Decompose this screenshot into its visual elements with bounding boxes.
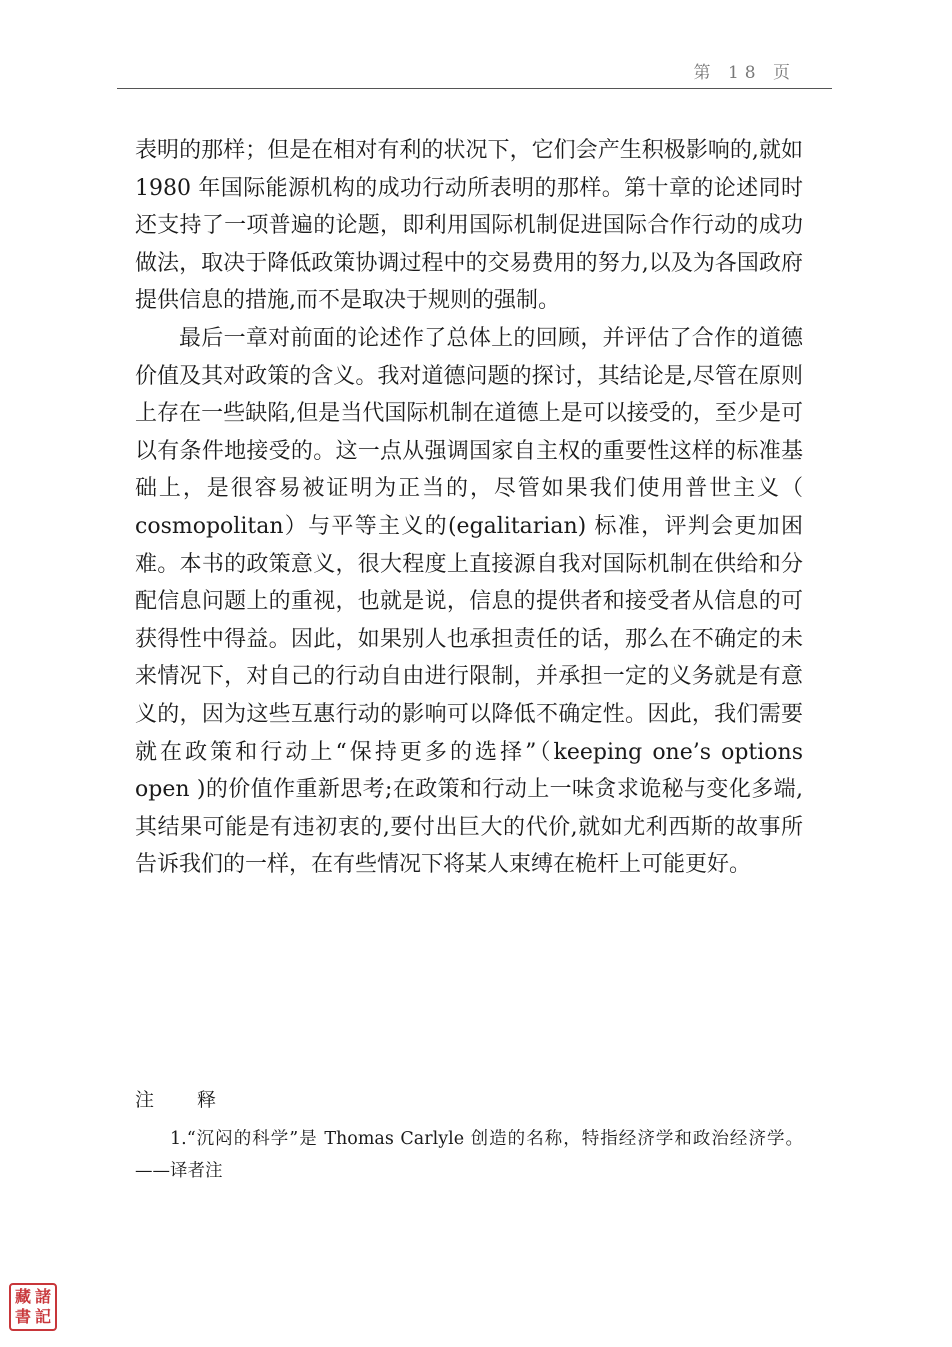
seal-char: 書	[14, 1307, 31, 1326]
note-item: 1.“沉闷的科学”是 Thomas Carlyle 创造的名称，特指经济学和政治经济学。——译者注	[135, 1129, 803, 1181]
seal-char: 記	[34, 1307, 51, 1326]
notes-section	[135, 1085, 803, 1187]
seal-char: 藏	[14, 1287, 31, 1306]
seal-char: 諸	[34, 1287, 51, 1306]
collector-seal-stamp	[9, 1283, 57, 1331]
page-number: 第 18 页	[693, 63, 796, 83]
paragraph-final-chapter: 最后一章对前面的论述作了总体上的回顾，并评估了合作的道德价值及其对政策的含义。我对道德问题的探讨，其结论是,尽管在原则上存在一些缺陷,但是当代国际机制在道德上是可以接受的，至少是可以有条件地接受的。这一点从强调国家自主权的重要性这样的标准基础上，是很容易被证明为正当的，尽管如果我们使用普世主义（ cosmopolitan）与平等主义的(egalitarian) 标准，评判会更加困难。本书的政策意义，很大程度上直接源自我对国际机制在供给和分配信息问题上的重视，也就是说，信息的提供者和接受者从信息的可获得性中得益。因此，如果别人也承担责任的话，那么在不确定的未来情况下，对自己的行动自由进行限制，并承担一定的义务就是有意义的，因为这些互惠行动的影响可以降低不确定性。因此，我们需要就在政策和行动上“保持更多的选择”（keeping one’s options open )的价值作重新思考;在政策和行动上一味贪求诡秘与变化多端,其结果可能是有违初衷的,要付出巨大的代价,就如尤利西斯的故事所告诉我们的一样，在有些情况下将某人束缚在桅杆上可能更好。	[135, 325, 803, 878]
main-text	[135, 132, 803, 884]
notes-heading: 注 释	[135, 1089, 229, 1111]
page-header	[117, 58, 832, 89]
paragraph-continuation: 表明的那样；但是在相对有利的状况下，它们会产生积极影响的,就如 1980 年国际能源机构的成功行动所表明的那样。第十章的论述同时还支持了一项普遍的论题，即利用国际机制促进国际合作行动的成功做法，取决于降低政策协调过程中的交易费用的努力,以及为各国政府提供信息的措施,而不是取决于规则的强制。	[135, 138, 803, 314]
